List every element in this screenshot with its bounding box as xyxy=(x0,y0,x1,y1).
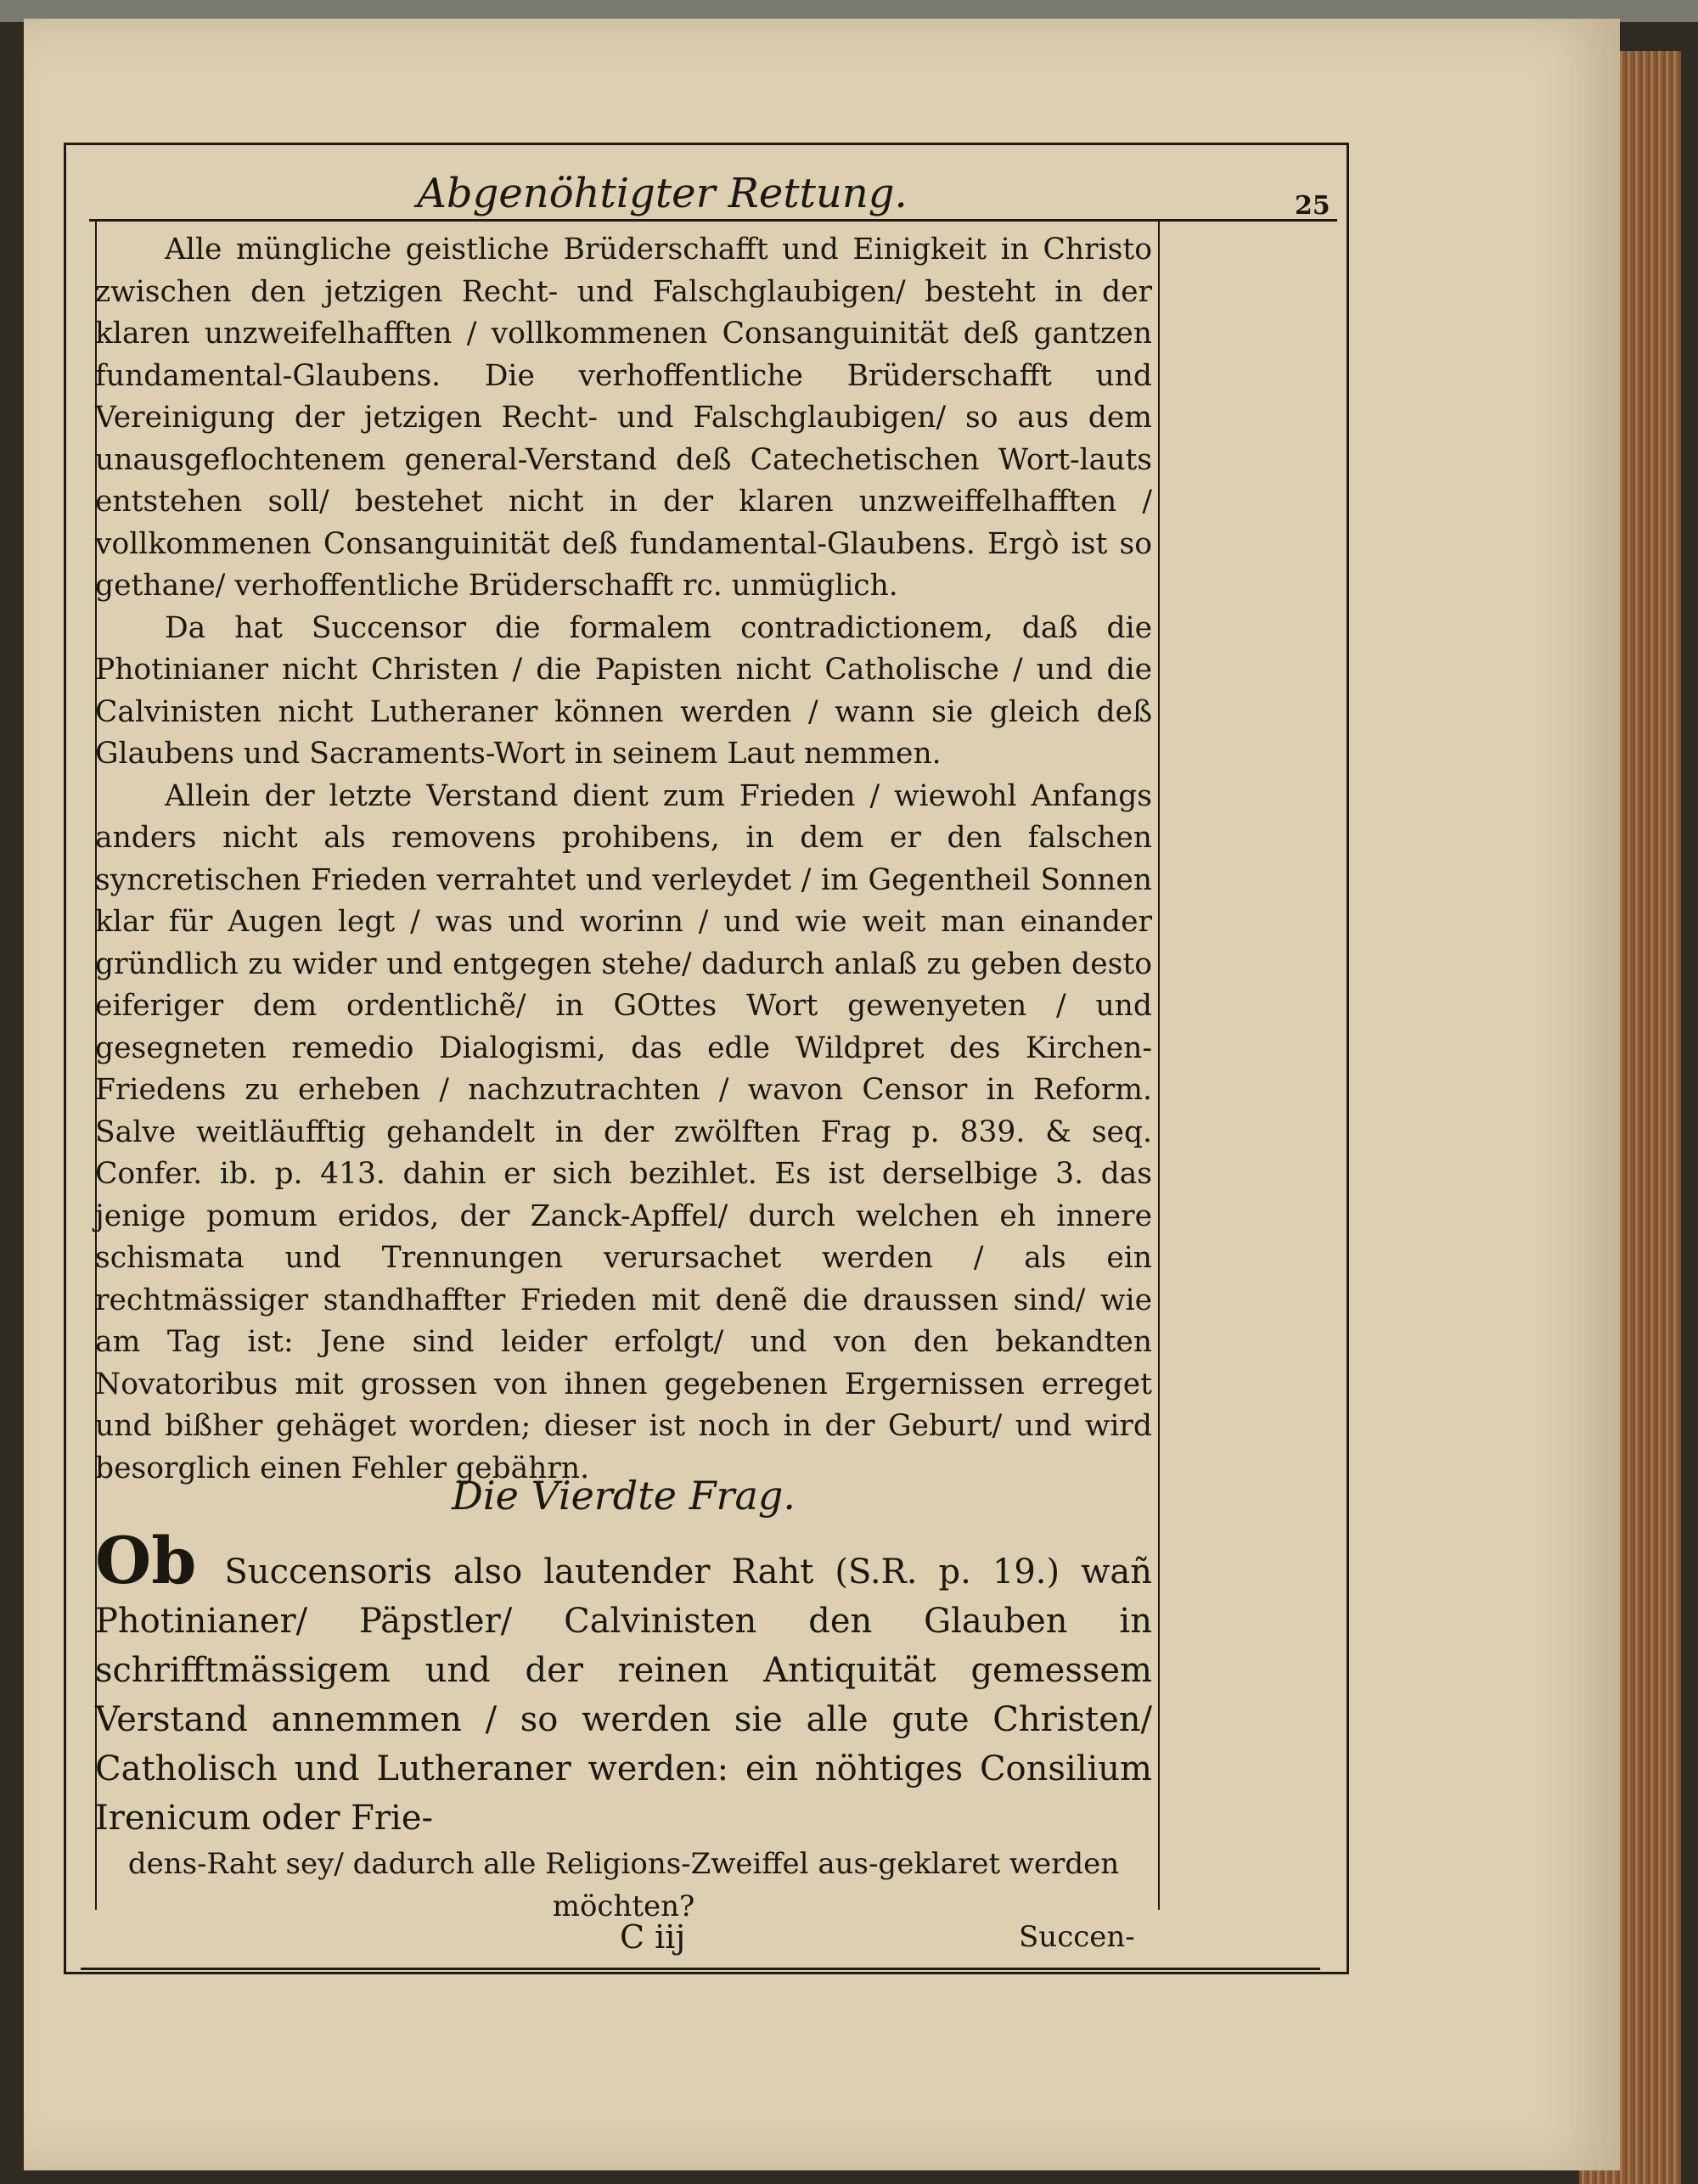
paragraph: Da hat Succensor die formalem contradictionem, daß die Photinianer nicht Christen / die Papisten nicht Catholische / und die Calvinisten nicht Lutheraner können werden / wann sie gleich deß Glaubens und Sacraments-Wort in seinem Laut nemmen. xyxy=(95,610,1152,771)
paragraph: Allein der letzte Verstand dient zum Frieden / wiewohl Anfangs anders nicht als removens prohibens, in dem er den falschen syncretischen Frieden verrahtet und verleydet / im Gegentheil Sonnen klar für Augen legt / was und worinn / und wie weit man einander gründlich zu wider und entgegen stehe/ dadurch anlaß zu geben desto eiferiger dem ordentlichẽ/ in GOttes Wort gewenyeten / und gesegneten remedio Dialogismi, das edle Wildpret des Kirchen-Friedens zu erheben / nachzutrachten / wavon Censor in Reform. Salve weitläufftig gehandelt in der zwölften Frag p. 839. & seq. Confer. ib. p. 413. dahin er sich bezihlet. Es ist derselbige 3. das jenige pomum eridos, der Zanck-Apffel/ durch welchen eh innere schismata und Trennungen verursachet werden / als ein rechtmässiger standhaffter Frieden mit denẽ die draussen sind/ wie am Tag ist: Jene sind leider erfolgt/ und von den bekandten Novatoribus mit grossen von ihnen gegebenen Ergernissen erreget und bißher gehäget worden; dieser ist noch in der Geburt/ und wird besorglich einen Fehler gebährn. xyxy=(95,778,1152,1485)
question-text: Succensoris also lautender Raht (S.R. p. 19.) wañ Photinianer/ Päpstler/ Calvinisten den Glauben in schrifftmässigem und der reinen Antiquität gemessem Verstand annemmen / so werden sie alle gute Christen/ Catholisch und Lutheraner werden: ein nöhtiges Consilium Irenicum oder Frie- xyxy=(95,1552,1153,1838)
catchword: Succen- xyxy=(1019,1920,1135,1954)
header-rule xyxy=(89,219,1337,222)
body-text xyxy=(95,229,1152,1490)
question-paragraph xyxy=(95,1523,1153,1928)
question-tail: dens-Raht sey/ dadurch alle Religions-Zweiffel aus-geklaret werden möchten? xyxy=(127,1847,1120,1923)
running-header: Abgenöhtigter Rettung. xyxy=(417,170,908,217)
page-number: 25 xyxy=(1295,191,1330,221)
paragraph: Alle müngliche geistliche Brüderschafft und Einigkeit in Christo zwischen den jetzigen Recht- und Falschglaubigen/ besteht in der klaren unzweifelhafften / vollkommenen Consanguinität deß gantzen fundamental-Glaubens. Die verhoffentliche Brüderschafft und Vereinigung der jetzigen Recht- und Falschglaubigen/ so aus dem unausgeflochtenem general-Verstand deß Catechetischen Wort-lauts entstehen soll/ bestehet nicht in der klaren unzweiffelhafften / vollkommenen Consanguinität deß fundamental-Glaubens. Ergò ist so gethane/ verhoffentliche Brüderschafft rc. unmüglich. xyxy=(95,233,1152,603)
footer-rule xyxy=(81,1968,1320,1970)
section-heading: Die Vierdte Frag. xyxy=(452,1473,796,1519)
drop-initial: Ob xyxy=(95,1523,197,1598)
signature-mark: C iij xyxy=(620,1918,686,1956)
